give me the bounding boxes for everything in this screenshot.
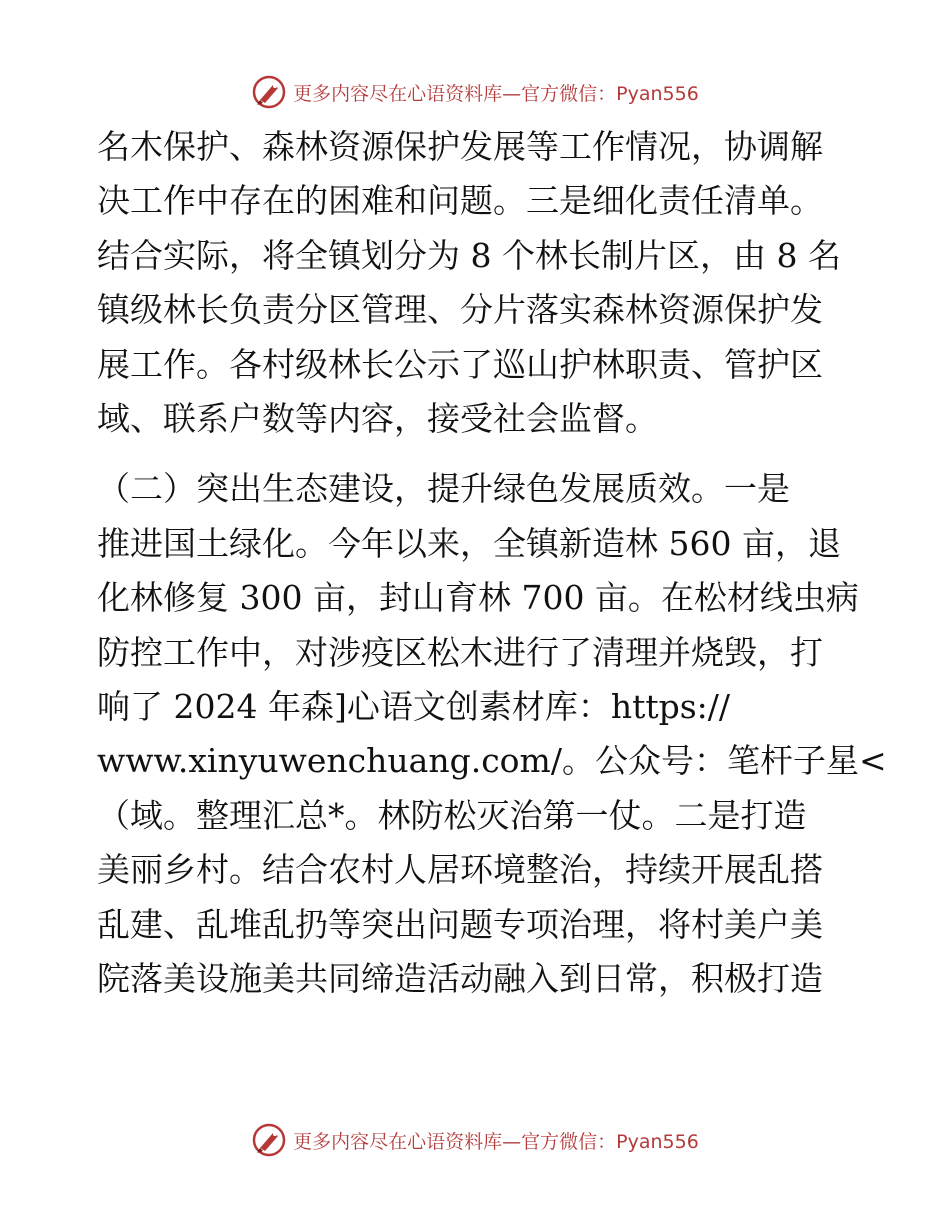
text-line: 院落美设施美共同缔造活动融入到日常，积极打造 [97,959,823,999]
text-line: 乱建、乱堆乱扔等突出问题专项治理，将村美户美 [97,904,823,944]
text-line: 镇级林长负责分区管理、分片落实森林资源保护发 [97,290,823,330]
header-watermark-text: 更多内容尽在心语资料库—官方微信：Pyan556 [293,82,699,105]
paragraph-2 [97,462,887,1006]
text-line: （二）突出生态建设，提升绿色发展质效。一是 [97,469,790,509]
footer-watermark-text: 更多内容尽在心语资料库—官方微信：Pyan556 [293,1130,699,1153]
text-line: 结合实际，将全镇划分为 8 个林长制片区，由 8 名 [97,235,841,275]
paragraph-1 [97,120,857,446]
brand-logo-icon [251,74,287,110]
text-line: 推进国土绿化。今年以来，全镇新造林 560 亩，退 [97,523,841,563]
footer-watermark-banner [0,1120,950,1160]
brand-logo-icon [251,1122,287,1158]
header-watermark-banner [0,72,950,112]
text-line: 域、联系户数等内容，接受社会监督。 [97,399,658,439]
text-line: www.xinyuwenchuang.com/。公众号：笔杆子星< [97,741,887,781]
text-line: 响了 2024 年森]心语文创素材库：https:// [97,687,731,727]
document-body [97,120,887,1007]
text-line: 名木保护、森林资源保护发展等工作情况，协调解 [97,127,823,166]
text-line: 决工作中存在的困难和问题。三是细化责任清单。 [97,181,823,221]
text-line: （域。整理汇总*。林防松灭治第一仗。二是打造 [97,795,807,835]
text-line: 美丽乡村。结合农村人居环境整治，持续开展乱搭 [97,850,823,890]
text-line: 展工作。各村级林长公示了巡山护林职责、管护区 [97,344,823,384]
text-line: 防控工作中，对涉疫区松木进行了清理并烧毁，打 [97,632,823,672]
text-line: 化林修复 300 亩，封山育林 700 亩。在松材线虫病 [97,578,859,618]
